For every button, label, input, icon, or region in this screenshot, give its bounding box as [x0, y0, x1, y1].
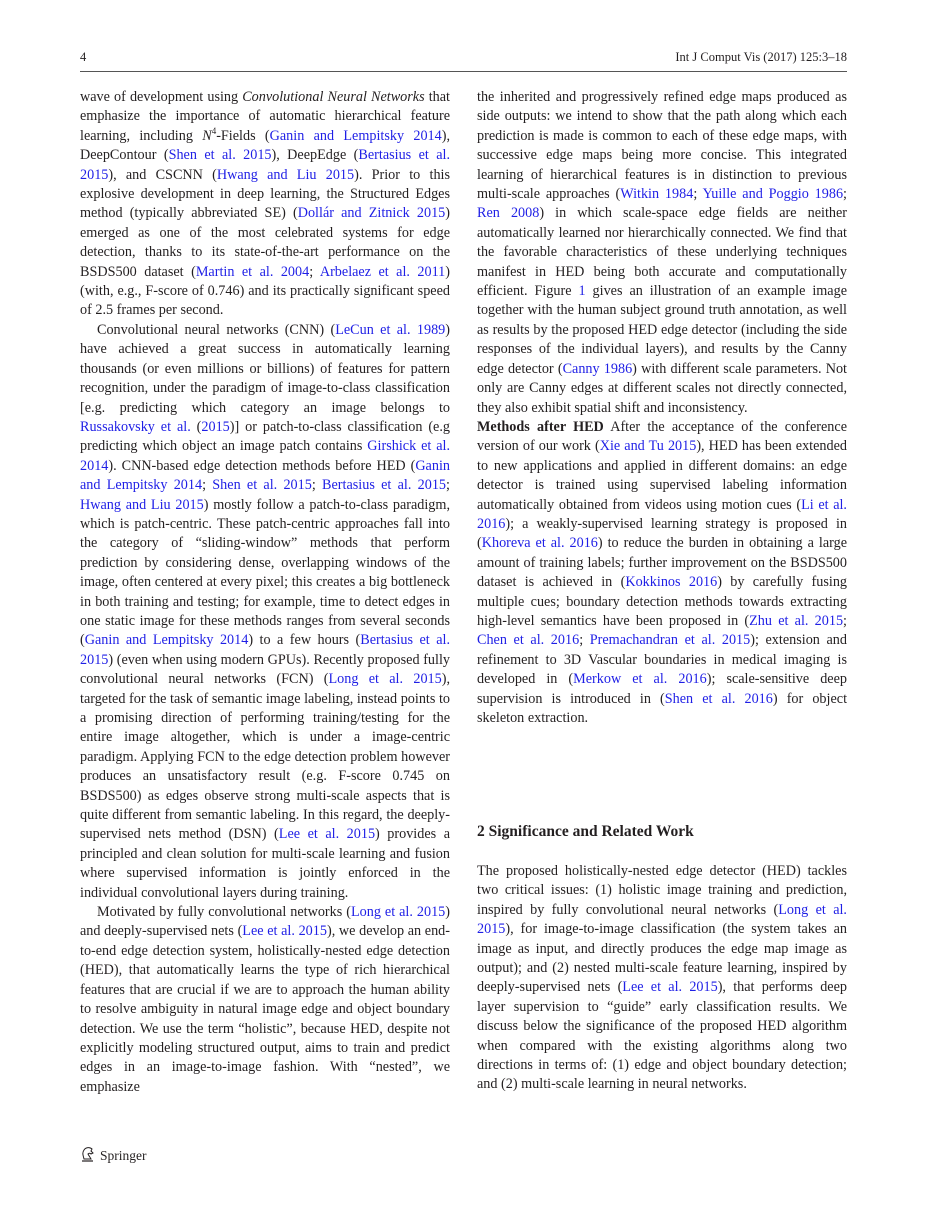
- text-run: ;: [693, 186, 703, 203]
- text-run: ) provides a principled and clean solution for multi-scale learning and fusion where supervised information is jointly enforced in the individual convolutional layers during training.: [80, 826, 450, 901]
- text-run: )] or patch-to-class classification (e.g predicting which object an image patch contains: [80, 418, 450, 455]
- text-run: ), and CSCNN (: [108, 166, 217, 183]
- text-run: ), we develop an end-to-end edge detection system, holistically-nested edge detection (HED), that automatically learns the type of rich hierarchical features that are crucial if we are to approach the human ability to resolve ambiguity in natural image edge and object boundary detection. We use the term “holistic”, because HED, despite not explicitly modeling structured output, aims to train and predict edges in an image-to-image fashion. With “nested”, we emphasize: [80, 923, 450, 1095]
- citation-link[interactable]: Lee et al. 2015: [278, 826, 376, 843]
- citation-link[interactable]: Shen et al. 2016: [664, 690, 773, 707]
- section-heading: 2 Significance and Related Work: [477, 823, 694, 840]
- text-run: The proposed holistically-nested edge detector (HED) tackles two critical issues: (1) holistic image training and prediction, inspired by fully convolutional neural networks (: [477, 863, 847, 918]
- text-run: ) (with, e.g., F-score of 0.746) and its practically significant speed of 2.5 frames per second.: [80, 263, 450, 319]
- citation-link[interactable]: Dollár and Zitnick 2015: [297, 205, 446, 222]
- paragraph: [477, 88, 847, 418]
- citation-link[interactable]: Xie and Tu 2015: [599, 438, 697, 455]
- text-run: ) by carefully fusing multiple cues; boundary detection methods towards extracting high-level semantics have been proposed in (: [477, 574, 848, 629]
- citation-link[interactable]: 1: [578, 283, 586, 300]
- text-run: Motivated by fully convolutional networks (: [97, 904, 351, 921]
- citation-link[interactable]: Kokkinos 2016: [625, 574, 718, 591]
- right-column: [477, 88, 847, 728]
- citation-link[interactable]: Yuille and Poggio 1986: [702, 186, 844, 203]
- citation-link[interactable]: Long et al. 2015: [328, 671, 442, 688]
- text-run: ), DeepEdge (: [271, 147, 359, 164]
- text-run: Convolutional neural networks (CNN) (: [97, 321, 336, 338]
- text-run: -Fields (: [216, 127, 270, 144]
- text-run: ) to reduce the burden in obtaining a large amount of training labels; further improvement on the BSDS500 dataset is achieved in (: [477, 535, 847, 591]
- citation-link[interactable]: Girshick et al. 2014: [80, 438, 451, 474]
- citation-link[interactable]: LeCun et al. 1989: [335, 321, 446, 338]
- header-rule: [80, 71, 847, 72]
- paragraph: [477, 418, 847, 729]
- citation-link[interactable]: Hwang and Liu 2015: [80, 496, 204, 513]
- citation-link[interactable]: Lee et al. 2015: [242, 923, 327, 940]
- section-body: [477, 862, 847, 1095]
- paragraph: [80, 903, 450, 1097]
- citation-link[interactable]: Premachandran et al. 2015: [589, 632, 751, 649]
- text-run: ), for image-to-image classification (the system takes an image as input, and directly produces the edge map image as output); and (2) nested multi-scale feature learning, inspired by deeply-supervised nets (: [477, 921, 847, 996]
- text-run: ) in which scale-space edge fields are neither automatically learned nor hierarchically connected. We find that the favorable characteristics of these underlying techniques manifest in HED being both accurate and computationally efficient. Figure: [477, 205, 847, 300]
- citation-link[interactable]: Ganin and Lempitsky 2014: [269, 127, 442, 144]
- italic-text: Convolutional Neural Networks: [242, 89, 425, 105]
- citation-link[interactable]: Chen et al. 2016: [477, 632, 580, 649]
- text-run: wave of development using: [80, 89, 243, 105]
- paragraph: [477, 862, 847, 1095]
- citation-link[interactable]: Merkow et al. 2016: [573, 671, 707, 688]
- citation-link[interactable]: Lee et al. 2015: [622, 979, 718, 996]
- text-run: ) have achieved a great success in automatically learning thousands (or even millions or billions) of features for pattern recognition, under the paradigm of image-to-class classification [e.g. predicting which category an image belongs to: [80, 321, 450, 416]
- springer-logo-icon: [80, 1145, 96, 1167]
- text-run: ), DeepContour (: [80, 127, 451, 164]
- citation-link[interactable]: Hwang and Liu 2015: [216, 166, 355, 183]
- page-number: 4: [80, 50, 87, 64]
- text-run: ;: [843, 186, 847, 203]
- publisher-name: Springer: [100, 1148, 147, 1163]
- citation-link[interactable]: Witkin 1984: [620, 186, 694, 203]
- text-run: ;: [446, 477, 450, 494]
- text-run: ) with different scale parameters. Not only are Canny edges at different scales not directly connected, they also exhibit spatial shift and inconsistency.: [477, 360, 848, 416]
- citation-link[interactable]: Long et al. 2015: [477, 901, 847, 938]
- text-run: ), HED has been extended to new applications and applied in different domains: an edge detector is trained using supervised labeling information automatically obtained from videos using motion cues (: [477, 438, 847, 513]
- text-run: ;: [309, 263, 320, 280]
- text-run: ), that performs deep layer supervision to “guide” early classification results. We discuss below the significance of the proposed HED algorithm when compared with the existing algorithms along two directions in terms of: (1) edge and object boundary detection; and (2) multi-scale learning in neural networks.: [477, 979, 847, 1093]
- text-run: ;: [843, 612, 847, 629]
- text-run: ) and deeply-supervised nets (: [80, 904, 450, 940]
- paragraph: [80, 321, 450, 903]
- text-run: ;: [311, 477, 323, 494]
- citation-link[interactable]: Arbelaez et al. 2011: [319, 263, 446, 280]
- text-run: ). Prior to this explosive development in deep learning, the Structured Edges method (typically abbreviated SE) (: [80, 166, 451, 222]
- citation-link[interactable]: Bertasius et al. 2015: [80, 147, 450, 183]
- text-run: gives an illustration of an example image together with the human subject ground truth annotation, as well as results by the proposed HED edge detector (including the side responses of the individual layers), and results by the Canny edge detector (: [477, 283, 847, 377]
- run-in-heading: Methods after HED: [477, 418, 604, 435]
- paragraph: [80, 88, 450, 321]
- text-run: ). CNN-based edge detection methods before HED (: [108, 457, 416, 474]
- citation-link[interactable]: Ganin and Lempitsky 2014: [84, 632, 249, 649]
- citation-link[interactable]: Khoreva et al. 2016: [481, 535, 598, 552]
- text-run: ); extension and refinement to 3D Vascular boundaries in medical imaging is developed in (: [477, 632, 847, 688]
- citation-link[interactable]: Long et al. 2015: [350, 904, 446, 921]
- footer: [80, 1145, 147, 1167]
- citation-link[interactable]: Bertasius et al. 2015: [80, 632, 451, 668]
- text-run: ;: [202, 477, 213, 494]
- citation-link[interactable]: Zhu et al. 2015: [749, 612, 844, 629]
- text-run: ;: [579, 632, 590, 649]
- left-column: [80, 88, 450, 1097]
- text-run: ) for object skeleton extraction.: [477, 690, 848, 726]
- text-run: the inherited and progressively refined edge maps produced as side outputs: we intend to show that the path along which each prediction is made is common to each of these edge maps, with successive edge maps being more concise. This integrated learning of hierarchical features is in distinction to previous multi-scale approaches (: [477, 89, 847, 203]
- text-run: ) mostly follow a patch-to-class paradigm, which is patch-centric. These patch-centric approaches fall into the category of “sliding-window” methods that perform prediction by considering dense, overlapping windows of the image, often centered at every pixel; this creates a big bottleneck in both training and testing; for example, time to detect edges in one static image for these methods ranges from several seconds (: [80, 496, 450, 649]
- citation-link[interactable]: Russakovsky et al.: [80, 418, 191, 435]
- running-header: Int J Comput Vis (2017) 125:3–18: [675, 50, 847, 64]
- citation-link[interactable]: Ganin and Lempitsky 2014: [80, 457, 450, 494]
- citation-link[interactable]: 2015: [201, 418, 230, 435]
- citation-link[interactable]: Ren 2008: [477, 205, 540, 222]
- citation-link[interactable]: Canny 1986: [562, 360, 633, 377]
- text-run: After the acceptance of the conference version of our work (: [477, 418, 847, 455]
- italic-text: N: [202, 127, 212, 144]
- citation-link[interactable]: Li et al. 2016: [477, 496, 847, 532]
- citation-link[interactable]: Shen et al. 2015: [168, 147, 272, 164]
- text-run: ); a weakly-supervised learning strategy is proposed in (: [477, 515, 847, 552]
- text-run: ), targeted for the task of semantic image labeling, instead points to a promising direction of performing training/testing for the entire image altogether, which is under a image-centric paradigm. Applying FCN to the edge detection problem however produces an unsatisfactory result (e.g. F-score 0.745 on BSDS500) as edges observe strong multi-scale aspects that is quite different from semantic labeling. In this regard, the deeply-supervised nets method (DSN) (: [80, 671, 451, 843]
- text-run: ) emerged as one of the most celebrated systems for edge detection, thanks to its state-of-the-art performance on the BSDS500 dataset (: [80, 205, 450, 280]
- text-run: ); scale-sensitive deep supervision is introduced in (: [477, 671, 847, 707]
- text-run: ) to a few hours (: [248, 632, 361, 649]
- citation-link[interactable]: Martin et al. 2004: [195, 263, 310, 280]
- citation-link[interactable]: Bertasius et al. 2015: [322, 477, 447, 494]
- text-run: ) (even when using modern GPUs). Recently proposed fully convolutional neural networks (FCN) (: [80, 651, 450, 688]
- text-run: (: [190, 418, 202, 435]
- citation-link[interactable]: Shen et al. 2015: [212, 477, 312, 494]
- text-run: that emphasize the importance of automatic hierarchical feature learning, including: [80, 89, 450, 144]
- superscript: 4: [211, 125, 217, 136]
